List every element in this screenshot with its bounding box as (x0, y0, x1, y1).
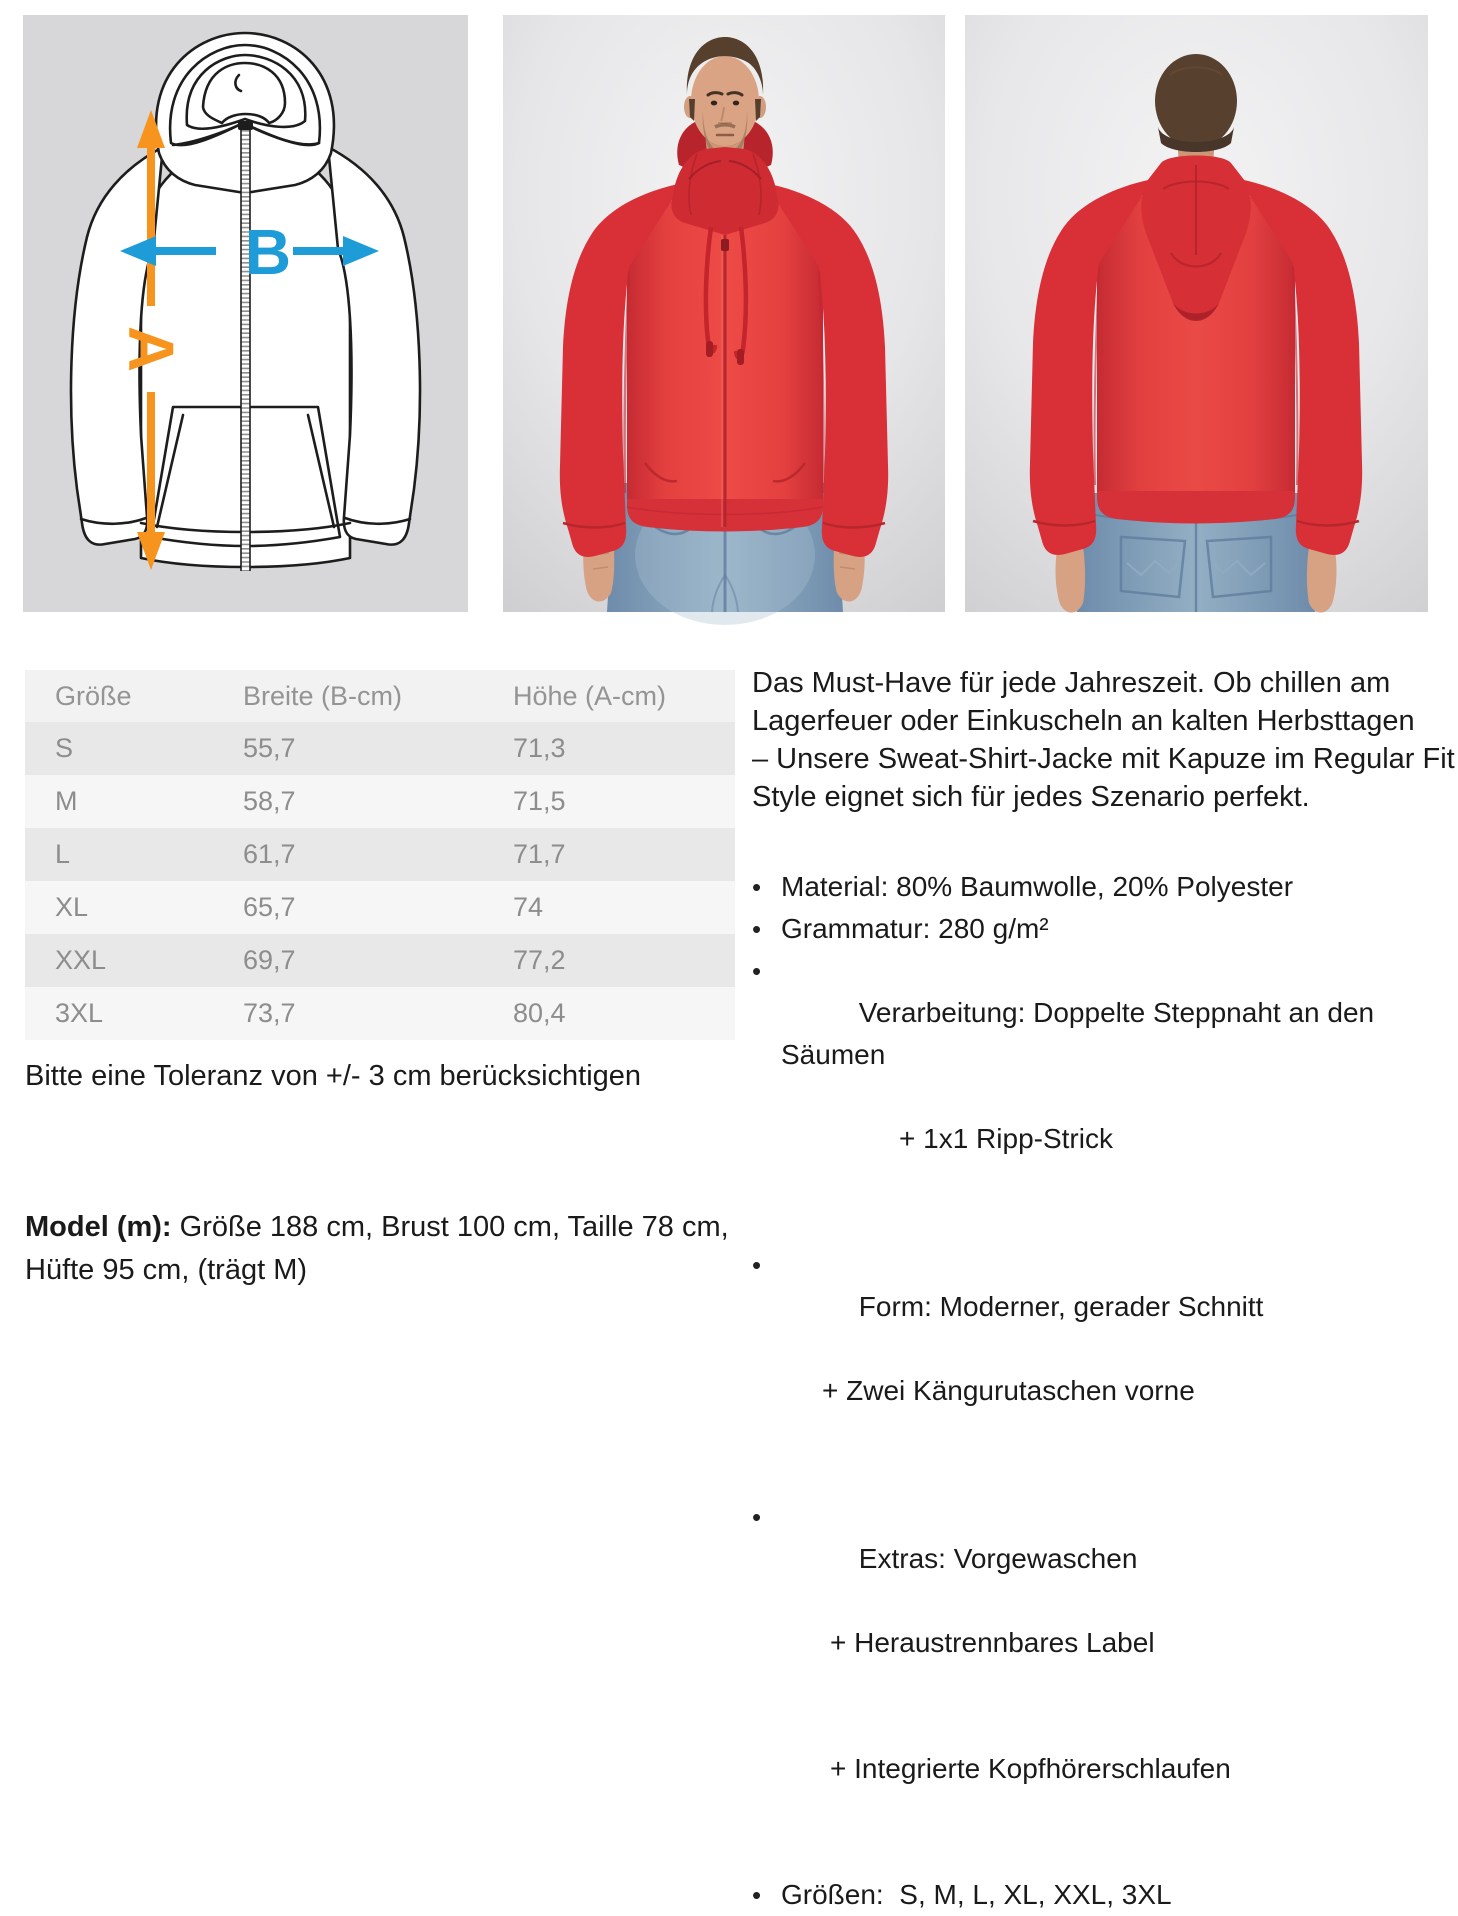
column-header-size: Größe (55, 680, 132, 711)
hoodie-measurement-diagram (23, 15, 468, 612)
list-item-material (752, 866, 1458, 908)
width-cell: 65,7 (243, 892, 296, 922)
bullet-dot-icon: • (752, 1880, 762, 1910)
table-row (25, 934, 735, 987)
list-item-main-text: Extras: Vorgewaschen (858, 1543, 1138, 1574)
intro-line: Das Must-Have für jede Jahreszeit. Ob chillen am (752, 667, 1391, 699)
measurement-label-a: A (115, 325, 187, 373)
red-hoodie-back (1030, 156, 1362, 555)
table-row (25, 987, 735, 1040)
list-item-extras (752, 1496, 1458, 1874)
size-diagram-panel (23, 15, 468, 612)
bullet-dot-icon: • (752, 1502, 762, 1532)
list-item-extra: + Integrierte Kopfhörerschlaufen (830, 1753, 1231, 1784)
width-cell: 69,7 (243, 945, 296, 975)
table-row (25, 775, 735, 828)
size-table (25, 670, 735, 1040)
list-item-text: Größen: S, M, L, XL, XXL, 3XL (781, 1879, 1172, 1910)
list-item-main-text: Form: Moderner, gerader Schnitt (858, 1291, 1264, 1322)
bullet-dot-icon: • (752, 956, 762, 986)
intro-line: Style eignet sich für jedes Szenario perfekt. (752, 781, 1310, 813)
front-photo-panel (503, 15, 945, 612)
size-cell: M (55, 786, 78, 816)
list-item-grammatur (752, 908, 1458, 950)
list-item-extra: + Heraustrennbares Label (830, 1627, 1155, 1658)
list-item-text (781, 950, 1458, 1244)
model-info (25, 1206, 729, 1292)
height-cell: 71,3 (513, 733, 566, 763)
zipper-detail (238, 121, 253, 571)
intro-line: – Unsere Sweat-Shirt-Jacke mit Kapuze im Regular Fit (752, 743, 1455, 775)
list-item-extra: + Zwei Kängurutaschen vorne (822, 1375, 1195, 1406)
back-photo-panel (965, 15, 1428, 612)
bullet-dot-icon: • (752, 872, 762, 902)
table-row (25, 881, 735, 934)
model-info-measurements: Größe 188 cm, Brust 100 cm, Taille 78 cm, (171, 1211, 729, 1243)
product-description (752, 664, 1458, 1916)
size-cell: S (55, 733, 74, 763)
bullet-dot-icon: • (752, 914, 762, 944)
model-front-photo (503, 15, 945, 612)
intro-line: Lagerfeuer oder Einkuscheln an kalten Herbsttagen (752, 705, 1415, 737)
height-cell: 77,2 (513, 945, 566, 975)
list-item-text (781, 1496, 1458, 1874)
list-item-form (752, 1244, 1458, 1496)
size-cell: XXL (55, 945, 107, 975)
size-cell: 3XL (55, 998, 104, 1028)
list-item-verarbeitung (752, 950, 1458, 1244)
height-cell: 74 (513, 892, 544, 922)
list-item-extra: + 1x1 Ripp-Strick (899, 1123, 1113, 1154)
model-back-photo (965, 15, 1428, 612)
measurement-label-b: B (244, 216, 292, 288)
column-header-width: Breite (B-cm) (243, 680, 403, 711)
list-item-text: Grammatur: 280 g/m² (781, 913, 1049, 944)
model-info-label: Model (m): (25, 1211, 172, 1243)
list-item-text: Material: 80% Baumwolle, 20% Polyester (781, 871, 1294, 902)
size-cell: L (55, 839, 71, 869)
list-item-main-text: Verarbeitung: Doppelte Steppnaht an den Säumen (781, 997, 1382, 1070)
table-row (25, 722, 735, 775)
height-cell: 71,5 (513, 786, 566, 816)
width-cell: 73,7 (243, 998, 296, 1028)
width-cell: 55,7 (243, 733, 296, 763)
size-cell: XL (55, 892, 89, 922)
tolerance-note: Bitte eine Toleranz von +/- 3 cm berücksichtigen (25, 1060, 642, 1092)
column-header-height: Höhe (A-cm) (513, 680, 667, 711)
list-item-groessen (752, 1874, 1458, 1916)
height-cell: 71,7 (513, 839, 566, 869)
feature-list (752, 866, 1458, 1916)
table-row (25, 828, 735, 881)
list-item-text (781, 1244, 1458, 1496)
model-info-line2: Hüfte 95 cm, (trägt M) (25, 1254, 308, 1286)
description-intro (752, 664, 1458, 816)
height-cell: 80,4 (513, 998, 566, 1028)
width-cell: 58,7 (243, 786, 296, 816)
bullet-dot-icon: • (752, 1250, 762, 1280)
size-table-header-row (25, 670, 735, 722)
width-cell: 61,7 (243, 839, 296, 869)
